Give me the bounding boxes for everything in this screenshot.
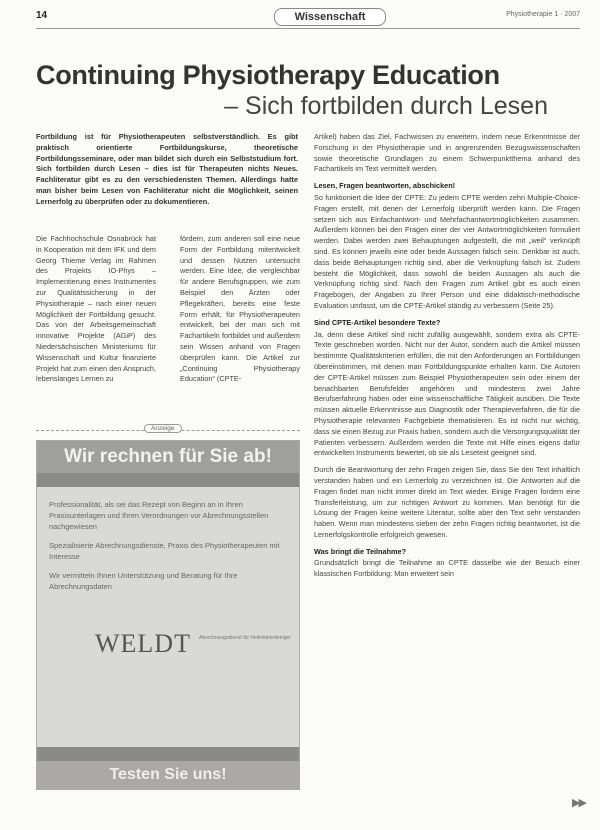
subheading: Lesen, Fragen beantworten, abschicken!: [314, 181, 456, 191]
subheading: Sind CPTE-Artikel besondere Texte?: [314, 317, 441, 327]
brand-tagline: Abrechnungsdienst für Heilmittelerbringer: [199, 635, 291, 641]
body-column-1: Die Fachhochschule Osnabrück hat in Kooperation mit dem IFK und dem Georg Thieme Verlag im Rahmen des Projekts IO-Phys – Implementierung eines Instrumentes zur Qualitätssicherung in der Physiotherapie – nach einer neuen Möglichkeit der Fortbildung gesucht. Das von der Arbeitsgemeinschaft innovative Projekte (AGiP) des Niedersächsischen Ministeriums für Wissenschaft und Kultur finanzierte Projekt hat zum einen den Anspruch, lebenslanges Lernen zu: [36, 234, 156, 384]
paragraph: Ja, denn diese Artikel sind nicht zufällig ausgewählt, sondern extra als CPTE-Texte geschrieben worden. Nicht nur der Autor, sondern auch die Artikel müssen bestimmte Qualitätskriterien erfüllen, die mit den Anforderungen an Fortbildungen übereinstimmen, mit denen man Fortbildungspunkte erhalten kann. Die Autoren der CPTE-Artikel müssen zum Beispiel Physiotherapeuten sein oder einem der benachbarten Berufsfelder angehören und mindestens zwei Jahre Berufserfahrung haben oder eine wissenschaftliche Tätigkeit ausüben. Die Texte müssen aktuelle Erkenntnisse aus Diagnostik oder Therapieverfahren, die für die Physiotherapie relevanten Fachgebiete thematisieren. Es ist nicht nur wichtig, dass sie einen Bezug zur Praxis haben, sondern auch die Versorgungsqualität der Patienten verbessern. Außerdem werden die Texte mit Hilfe eines eigens dafür entwickelten Instruments bewertet, ob sie als Lesetext geeignet sind.: [314, 329, 580, 458]
section-label: Wissenschaft: [274, 8, 386, 26]
continue-arrow-icon: ▶▶: [572, 797, 585, 809]
body-column-2: fördern, zum anderen soll eine neue Form der Fortbildung mitentwickelt und dessen Nutzen untersucht werden. Eine Idee, die vergleichbar für andere Berufsgruppen, wie zum Beispiel den Ärzten oder Pflegekräften, bereits eine feste Form erhält, für Physiotherapeuten entwickelt, bei der man sich mit Fachartikeln fortbildet und außerdem sein Wissen anhand von Fragen überprüfen kann. Die Artikel zur „Continuing Physiotherapy Education“ (CPTE-: [180, 234, 300, 384]
page-number: 14: [36, 10, 48, 21]
page-header: [36, 8, 580, 29]
ad-headline: Wir rechnen für Sie ab!: [37, 441, 299, 473]
ad-bar: [37, 473, 299, 487]
brand-name: WELDT: [95, 629, 191, 658]
ad-bar: [37, 747, 299, 761]
body-column-3: [314, 132, 580, 586]
paragraph: Artikel) haben das Ziel, Fachwissen zu erweitern, indem neue Erkenntnisse der Forschung in der Physiotherapie und in angrenzenden Bezugswissenschaften sowie theoretische Grundlagen zu einem Schwerpunktthema anhand des Fachartikels im Text vermittelt werden.: [314, 132, 580, 174]
paragraph: Durch die Beantwortung der zehn Fragen zeigen Sie, dass Sie den Text inhaltlich verstanden haben und ein Lernerfolg zu verzeichnen ist. Die Antworten auf die Fragen findet man nicht immer direkt im Text wieder. Einige Fragen fordern eine Transferleistung, um zur richtigen Antwort zu kommen. Man benötigt für die Lösung der Fragen keine weitere Literatur, sollte aber den Text sehr verstanden haben. Wenn man mindestens sieben der zehn Fragen richtig beantwortet, ist die Lernerfolgskontrolle erfolgreich gewesen.: [314, 465, 580, 539]
paragraph: So funktioniert die Idee der CPTE: Zu jedem CPTE werden zehn Multiple-Choice-Fragen erstellt, mit denen der Lernerfolg überprüft werden kann. Die Fragen setzen sich aus Einfachantwort- und Mehrfachantwortmöglichkeiten zusammen. Außerdem können bei den Fragen einer der vier Antwortmöglichkeiten formuliert werden. Dabei werden zwei Behauptungen aufgestellt, die mit „weil“ verknüpft sind. Es können jeweils eine oder beide Aussagen falsch sein. Denkbar ist auch, dass beide Behauptungen richtig sind, aber die Verknüpfung falsch ist. Zudem besteht die Möglichkeit, dass sowohl die beiden Aussagen als auch die Verknüpfung richtig sind. Nach den Fragen zum Artikel gibt es auch einen Fragebogen, der Angaben zu Ihrer Person und eine didaktisch-methodische Evaluation umfasst, um die CPTE-Artikel ständig zu verbessern (Seite 25).: [314, 192, 580, 310]
ad-footer: Testen Sie uns!: [37, 761, 299, 789]
issue-label: Physiotherapie 1 · 2007: [506, 11, 580, 18]
ad-label-text: Anzeige: [144, 424, 182, 433]
ad-bullet: Spezialisierte Abrechnungsdienste, Praxis des Physiotherapeuten mit Interesse: [49, 541, 280, 561]
article-title: Continuing Physiotherapy Education: [36, 60, 500, 90]
ad-bullets: [49, 499, 285, 600]
subheading: Was bringt die Teilnahme?: [314, 546, 407, 556]
ad-label: [36, 424, 300, 436]
paragraph: Grundsätzlich bringt die Teilnahme an CPTE dasselbe wie der Besuch einer klassischen Fortbildung: Man erweitert sein: [314, 558, 580, 579]
article-subtitle: – Sich fortbilden durch Lesen: [224, 92, 548, 120]
ad-bullet: Wir vermitteln Ihnen Unterstützung und Beratung für Ihre Abrechnungsdaten: [49, 571, 238, 591]
ad-bullet: Professionalität, als sei das Rezept von Beginn an in Ihren Praxisunterlagen und Ihren Verordnungen vor Abrechnungsstellen nachgewiesen: [49, 500, 269, 531]
article-lead: Fortbildung ist für Physiotherapeuten selbstverständlich. Es gibt praktisch orientierte Fortbildungskurse, theoretische Fortbildungsseminare, oder man bildet sich durch ein Selbststudium fort. Sich fortbilden durch Lesen – dies ist für Therapeuten nichts Neues. Fachliteratur gibt es zu den verschiedensten Themen. Allerdings hatte man bisher beim Lesen von Fachliteratur nicht die Möglichkeit, seinen Lernerfolg zu überprüfen oder zu dokumentieren.: [36, 132, 298, 206]
weldt-logo: [95, 629, 291, 673]
advertisement[interactable]: [36, 440, 300, 790]
